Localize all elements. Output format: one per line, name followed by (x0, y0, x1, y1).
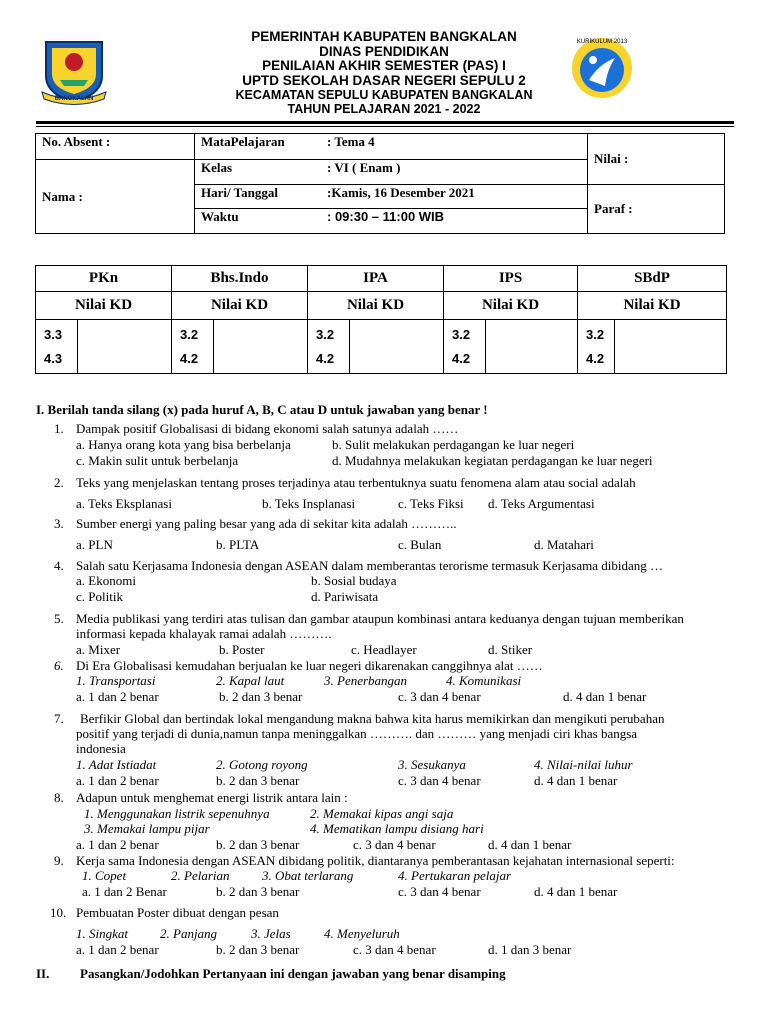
q4-text: Salah satu Kerjasama Indonesia dengan ASEAN dalam memberantas terorisme termasuk Kerjasama dibidang … (76, 558, 663, 573)
header-line-2: DINAS PENDIDIKAN (319, 43, 449, 59)
q9-item-2: 2. Pelarian (171, 868, 230, 883)
waktu-value: : 09:30 – 11:00 WIB (327, 209, 445, 224)
q3-option-a[interactable]: a. PLN (76, 537, 113, 552)
q8-item-4: 4. Mematikan lampu disiang hari (310, 821, 484, 836)
q9-item-4: 4. Pertukaran pelajar (398, 868, 512, 883)
q5-option-c[interactable]: c. Headlayer (351, 642, 417, 657)
nilai-field[interactable]: Nilai : (588, 134, 725, 185)
q8-item-3: 3. Memakai lampu pijar (84, 821, 210, 836)
q3-option-c[interactable]: c. Bulan (398, 537, 442, 552)
nilai-kd-header: Nilai KD (36, 292, 172, 320)
q2-text: Teks yang menjelaskan tentang proses terjadinya atau terbentuknya suatu fenomena alam atau social adalah (76, 475, 636, 490)
q10-item-1: 1. Singkat (76, 926, 128, 941)
header-line-4: UPTD SEKOLAH DASAR NEGERI SEPULU 2 (242, 72, 526, 88)
kelas-value: : VI ( Enam ) (327, 160, 401, 175)
subject-sbdp: SBdP (578, 266, 727, 292)
nilai-kd-header: Nilai KD (172, 292, 308, 320)
q1-number: 1. (54, 421, 64, 436)
kd-code-cell: 3.2 4.2 (308, 320, 350, 374)
q7-option-d[interactable]: d. 4 dan 1 benar (534, 773, 618, 788)
hari-label: Hari/ Tanggal (201, 185, 278, 200)
q7-option-b[interactable]: b. 2 dan 3 benar (216, 773, 300, 788)
q10-option-b[interactable]: b. 2 dan 3 benar (216, 942, 300, 957)
kd-score-input[interactable] (78, 320, 172, 374)
q5-option-d[interactable]: d. Stiker (488, 642, 533, 657)
q6-option-b[interactable]: b. 2 dan 3 benar (219, 689, 303, 704)
q2-option-b[interactable]: b. Teks Insplanasi (262, 496, 356, 511)
kd-code-cell: 3.2 4.2 (578, 320, 615, 374)
q1-option-b[interactable]: b. Sulit melakukan perdagangan ke luar negeri (332, 437, 575, 452)
section-1-instruction: I. Berilah tanda silang (x) pada huruf A, B, C atau D untuk jawaban yang benar ! (36, 402, 488, 417)
q6-item-2: 2. Kapal laut (216, 673, 285, 688)
section-2-number: II. (36, 966, 50, 981)
q1-option-a[interactable]: a. Hanya orang kota yang bisa berbelanja (76, 437, 291, 452)
svg-text:BANGKALAN: BANGKALAN (54, 96, 94, 102)
kd-score-input[interactable] (615, 320, 727, 374)
nilai-kd-header: Nilai KD (444, 292, 578, 320)
subject-ipa: IPA (308, 266, 444, 292)
q10-item-2: 2. Panjang (160, 926, 218, 941)
q5-number: 5. (54, 611, 64, 626)
q8-option-c[interactable]: c. 3 dan 4 benar (353, 837, 436, 852)
q8-option-b[interactable]: b. 2 dan 3 benar (216, 837, 300, 852)
q10-item-3: 3. Jelas (251, 926, 291, 941)
q9-option-c[interactable]: c. 3 dan 4 benar (398, 884, 481, 899)
q8-item-1: 1. Menggunakan listrik sepenuhnya (84, 806, 270, 821)
q6-item-3: 3. Penerbangan (324, 673, 408, 688)
q3-text: Sumber energi yang paling besar yang ada di sekitar kita adalah ……….. (76, 516, 457, 531)
kd-score-table (35, 265, 727, 374)
q2-number: 2. (54, 475, 64, 490)
q4-option-d[interactable]: d. Pariwisata (311, 589, 379, 604)
letterhead (0, 30, 768, 116)
q5-text-line-2: informasi kepada khalayak ramai adalah ………. (76, 626, 332, 641)
q8-item-2: 2. Memakai kipas angi saja (310, 806, 454, 821)
q2-option-c[interactable]: c. Teks Fiksi (398, 496, 464, 511)
q9-option-d[interactable]: d. 4 dan 1 benar (534, 884, 618, 899)
student-info-table (35, 133, 725, 234)
kd-code-cell: 3.2 4.2 (172, 320, 214, 374)
q6-option-d[interactable]: d. 4 dan 1 benar (563, 689, 647, 704)
section-2-instruction: Pasangkan/Jodohkan Pertanyaan ini dengan jawaban yang benar disamping (80, 966, 506, 981)
q8-option-d[interactable]: d. 4 dan 1 benar (488, 837, 572, 852)
no-absent-field[interactable]: No. Absent : (36, 134, 195, 160)
q9-option-b[interactable]: b. 2 dan 3 benar (216, 884, 300, 899)
q10-option-c[interactable]: c. 3 dan 4 benar (353, 942, 436, 957)
q5-text-line-1: Media publikasi yang terdiri atas tulisan dan gambar ataupun kombinasi antara keduanya dengan tujuan memberikan (76, 611, 684, 626)
q8-number: 8. (54, 790, 64, 805)
kd-code-cell: 3.2 4.2 (444, 320, 486, 374)
header-line-5: KECAMATAN SEPULU KABUPATEN BANGKALAN (235, 88, 533, 102)
q9-item-1: 1. Copet (82, 868, 127, 883)
q7-text-line-3: indonesia (76, 741, 126, 756)
q9-text: Kerja sama Indonesia dengan ASEAN dibidang politik, diantaranya pemberantasan kejahatan internasional seperti: (76, 853, 675, 868)
mapel-value: : Tema 4 (327, 134, 375, 149)
q8-option-a[interactable]: a. 1 dan 2 benar (76, 837, 159, 852)
q7-item-2: 2. Gotong royong (216, 757, 308, 772)
q9-option-a[interactable]: a. 1 dan 2 Benar (82, 884, 167, 899)
q1-text: Dampak positif Globalisasi di bidang ekonomi salah satunya adalah …… (76, 421, 459, 436)
q2-option-d[interactable]: d. Teks Argumentasi (488, 496, 595, 511)
q6-number: 6. (54, 658, 64, 673)
nilai-kd-header: Nilai KD (308, 292, 444, 320)
header-line-6: TAHUN PELAJARAN 2021 - 2022 (287, 102, 481, 116)
q4-option-a[interactable]: a. Ekonomi (76, 573, 136, 588)
q7-option-a[interactable]: a. 1 dan 2 benar (76, 773, 159, 788)
svg-text:KURIKULUM 2013: KURIKULUM 2013 (576, 39, 628, 45)
subject-ips: IPS (444, 266, 578, 292)
q4-option-b[interactable]: b. Sosial budaya (311, 573, 397, 588)
kd-score-input[interactable] (350, 320, 444, 374)
q7-text-line-2: positif yang terjadi di dunia,namun tanpa meninggalkan ………. dan ……… yang menjadi ciri khas bangsa (76, 726, 638, 741)
waktu-label: Waktu (201, 209, 239, 224)
header-line-1: PEMERINTAH KABUPATEN BANGKALAN (251, 29, 517, 44)
q7-text-line-1: Berfikir Global dan bertindak lokal mengandung makna bahwa kita harus memikirkan dan mengikuti perubahan (80, 711, 665, 726)
subject-bhs-indo: Bhs.Indo (172, 266, 308, 292)
q1-option-c[interactable]: c. Makin sulit untuk berbelanja (76, 453, 239, 468)
q10-number: 10. (50, 905, 67, 920)
q3-option-d[interactable]: d. Matahari (534, 537, 594, 552)
q9-item-3: 3. Obat terlarang (262, 868, 354, 883)
q2-option-a[interactable]: a. Teks Eksplanasi (76, 496, 172, 511)
q10-text: Pembuatan Poster dibuat dengan pesan (76, 905, 279, 920)
nama-field[interactable]: Nama : (36, 160, 195, 234)
hari-value: :Kamis, 16 Desember 2021 (327, 185, 475, 200)
q10-item-4: 4. Menyeluruh (324, 926, 400, 941)
paraf-field[interactable]: Paraf : (588, 185, 725, 234)
q7-item-4: 4. Nilai-nilai luhur (534, 757, 633, 772)
q3-option-b[interactable]: b. PLTA (216, 537, 260, 552)
q9-number: 9. (54, 853, 64, 868)
kelas-label: Kelas (201, 160, 233, 175)
q7-item-3: 3. Sesukanya (398, 757, 466, 772)
subject-pkn: PKn (36, 266, 172, 292)
kd-score-input[interactable] (486, 320, 578, 374)
q5-option-a[interactable]: a. Mixer (76, 642, 121, 657)
nilai-kd-header: Nilai KD (578, 292, 727, 320)
q6-item-1: 1. Transportasi (76, 673, 156, 688)
kd-code-cell: 3.3 4.3 (36, 320, 78, 374)
q6-item-4: 4. Komunikasi (446, 673, 522, 688)
q8-text: Adapun untuk menghemat energi listrik antara lain : (76, 790, 348, 805)
mapel-label: MataPelajaran (201, 134, 285, 149)
header-rule-thin (36, 126, 734, 127)
q6-option-c[interactable]: c. 3 dan 4 benar (398, 689, 481, 704)
q10-option-d[interactable]: d. 1 dan 3 benar (488, 942, 572, 957)
q1-option-d[interactable]: d. Mudahnya melakukan kegiatan perdagangan ke luar negeri (332, 453, 653, 468)
q4-option-c[interactable]: c. Politik (76, 589, 123, 604)
kd-score-input[interactable] (214, 320, 308, 374)
header-line-3: PENILAIAN AKHIR SEMESTER (PAS) I (262, 58, 506, 73)
header-rule-thick (36, 121, 734, 124)
q7-item-1: 1. Adat Istiadat (76, 757, 157, 772)
q5-option-b[interactable]: b. Poster (219, 642, 265, 657)
q10-option-a[interactable]: a. 1 dan 2 benar (76, 942, 159, 957)
q6-option-a[interactable]: a. 1 dan 2 benar (76, 689, 159, 704)
q4-number: 4. (54, 558, 64, 573)
q6-text: Di Era Globalisasi kemudahan berjualan ke luar negeri dikarenakan canggihnya alat …… (76, 658, 543, 673)
q3-number: 3. (54, 516, 64, 531)
q7-number: 7. (54, 711, 64, 726)
q7-option-c[interactable]: c. 3 dan 4 benar (398, 773, 481, 788)
